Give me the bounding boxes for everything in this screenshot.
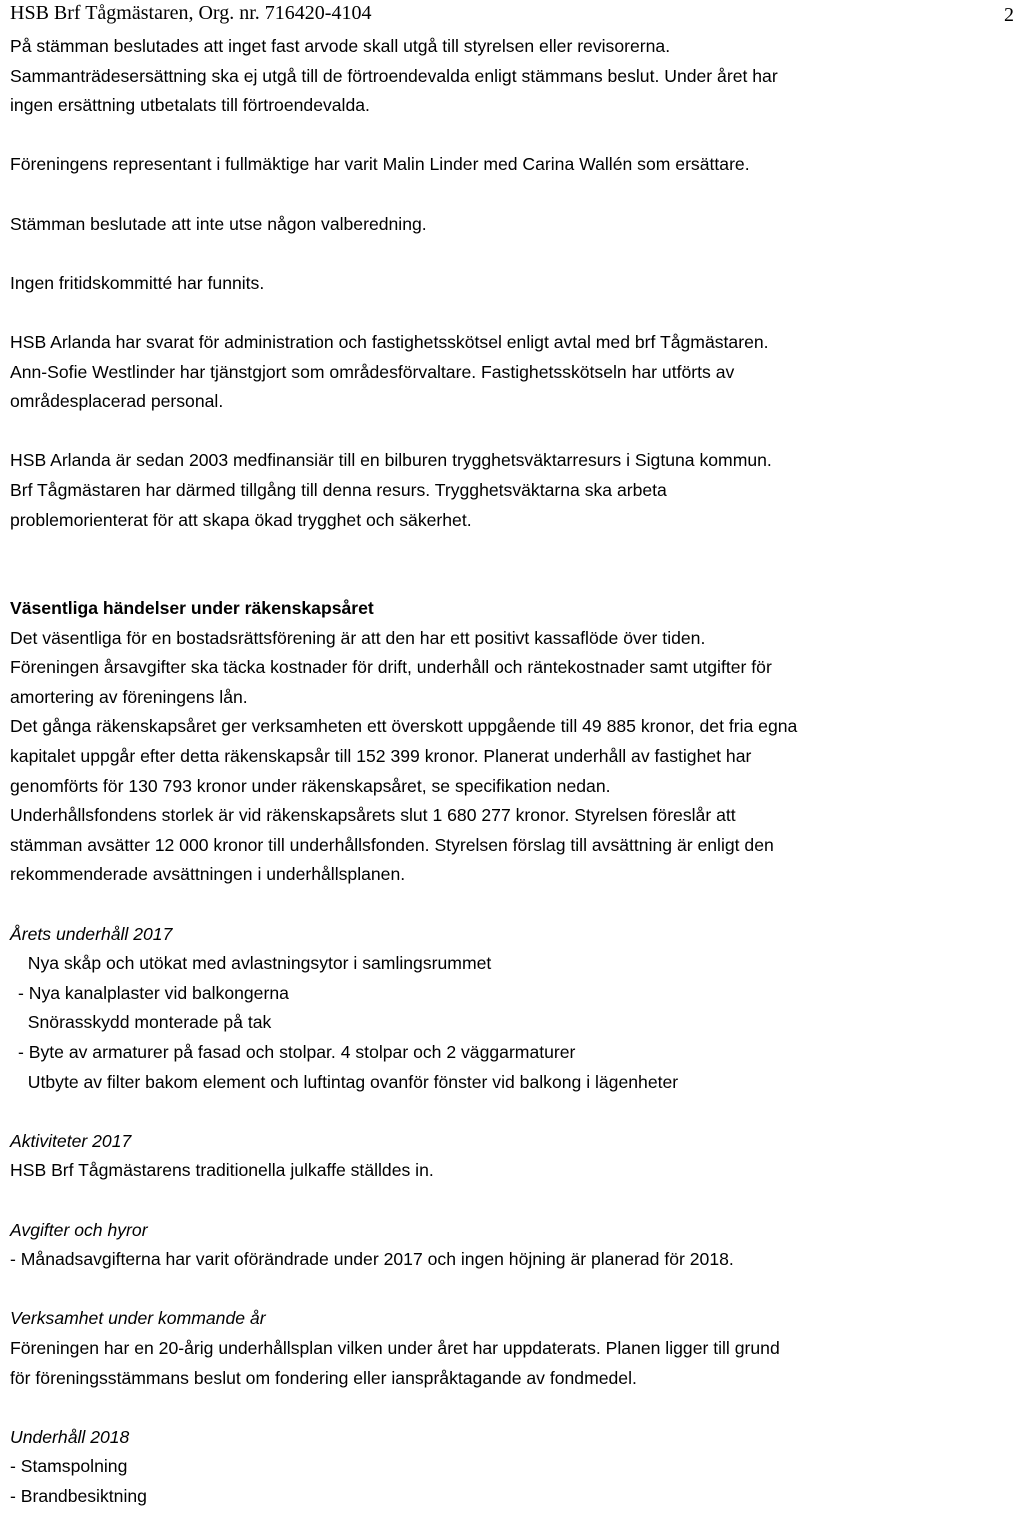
page-number: 2 [1004,4,1014,26]
representative-paragraph: Föreningens representant i fullmäktige har varit Malin Linder med Carina Wallén som ersättare. [10,154,750,175]
list-item: - Nya kanalplaster vid balkongerna [18,982,289,1003]
nomination-paragraph: Stämman beslutade att inte utse någon valberedning. [10,213,427,234]
security-line: HSB Arlanda är sedan 2003 medfinansiär till en bilburen trygghetsväktarresurs i Sigtuna kommun. [10,450,772,471]
events-line: kapitalet uppgår efter detta räkenskapsår till 152 399 kronor. Planerat underhåll av fastighet har [10,746,752,767]
list-item: - Stamspolning [10,1456,128,1477]
fees-text: - Månadsavgifterna har varit oförändrade under 2017 och ingen höjning är planerad för 2018. [10,1249,734,1270]
upcoming-section [10,1304,1020,1393]
events-section [10,594,1020,890]
administration-paragraph [10,328,1020,417]
administration-line: Ann-Sofie Westlinder har tjänstgjort som områdesförvaltare. Fastighetsskötseln har utförts av [10,361,735,382]
upcoming-line: Föreningen har en 20-årig underhållsplan vilken under året har uppdaterats. Planen ligger till grund [10,1337,780,1358]
maintenance-2018-heading: Underhåll 2018 [10,1426,130,1447]
events-line: rekommenderade avsättningen i underhållsplanen. [10,864,406,885]
upcoming-line: för föreningsstämmans beslut om fondering eller ianspråktagande av fondmedel. [10,1367,637,1388]
activities-2017-text: HSB Brf Tågmästarens traditionella julkaffe ställdes in. [10,1160,434,1181]
activities-2017-heading: Aktiviteter 2017 [10,1130,132,1151]
intro-paragraph [10,32,1020,121]
list-item: Utbyte av filter bakom element och luftintag ovanför fönster vid balkong i lägenheter [18,1071,679,1092]
security-paragraph [10,446,1020,535]
events-line: Det gånga räkenskapsåret ger verksamheten ett överskott uppgående till 49 885 kronor, det fria egna [10,716,798,737]
events-line: genomförts för 130 793 kronor under räkenskapsåret, se specifikation nedan. [10,775,611,796]
events-line: stämman avsätter 12 000 kronor till underhållsfonden. Styrelsen förslag till avsättning är enligt den [10,834,774,855]
maintenance-2017-section [10,920,1020,1098]
list-item: - Byte av armaturer på fasad och stolpar. 4 stolpar och 2 väggarmaturer [18,1042,576,1062]
intro-line: På stämman beslutades att inget fast arvode skall utgå till styrelsen eller revisorerna. [10,36,671,56]
events-line: Underhållsfondens storlek är vid räkenskapsårets slut 1 680 277 kronor. Styrelsen föreslår att [10,805,736,826]
page-header [10,2,1014,30]
maintenance-2018-section [10,1423,1020,1512]
security-line: Brf Tågmästaren har därmed tillgång till denna resurs. Trygghetsväktarna ska arbeta [10,479,667,500]
events-line: Föreningen årsavgifter ska täcka kostnader för drift, underhåll och räntekostnader samt utgifter för [10,657,772,678]
upcoming-heading: Verksamhet under kommande år [10,1308,266,1329]
activities-2017-section [10,1127,1020,1186]
list-item: Nya skåp och utökat med avlastningsytor i samlingsrummet [18,953,492,974]
fees-section [10,1216,1020,1275]
fees-heading: Avgifter och hyror [10,1219,148,1240]
intro-line: ingen ersättning utbetalats till förtroendevalda. [10,95,370,116]
administration-line: områdesplacerad personal. [10,391,224,412]
intro-line: Sammanträdesersättning ska ej utgå till de förtroendevalda enligt stämmans beslut. Under året har [10,65,778,86]
document-title: HSB Brf Tågmästaren, Org. nr. 716420-4104 [10,2,372,24]
list-item: Snörasskydd monterade på tak [18,1012,272,1033]
leisure-paragraph: Ingen fritidskommitté har funnits. [10,272,265,293]
events-line: amortering av föreningens lån. [10,686,248,707]
events-line: Det väsentliga för en bostadsrättsförening är att den har ett positivt kassaflöde över tiden. [10,627,706,648]
events-heading: Väsentliga händelser under räkenskapsåret [10,598,374,619]
document-body [10,32,1020,1512]
administration-line: HSB Arlanda har svarat för administration och fastighetsskötsel enligt avtal med brf Tågmästaren. [10,331,769,352]
maintenance-2017-heading: Årets underhåll 2017 [10,923,173,944]
list-item: - Brandbesiktning [10,1485,147,1506]
security-line: problemorienterat för att skapa ökad trygghet och säkerhet. [10,509,472,530]
